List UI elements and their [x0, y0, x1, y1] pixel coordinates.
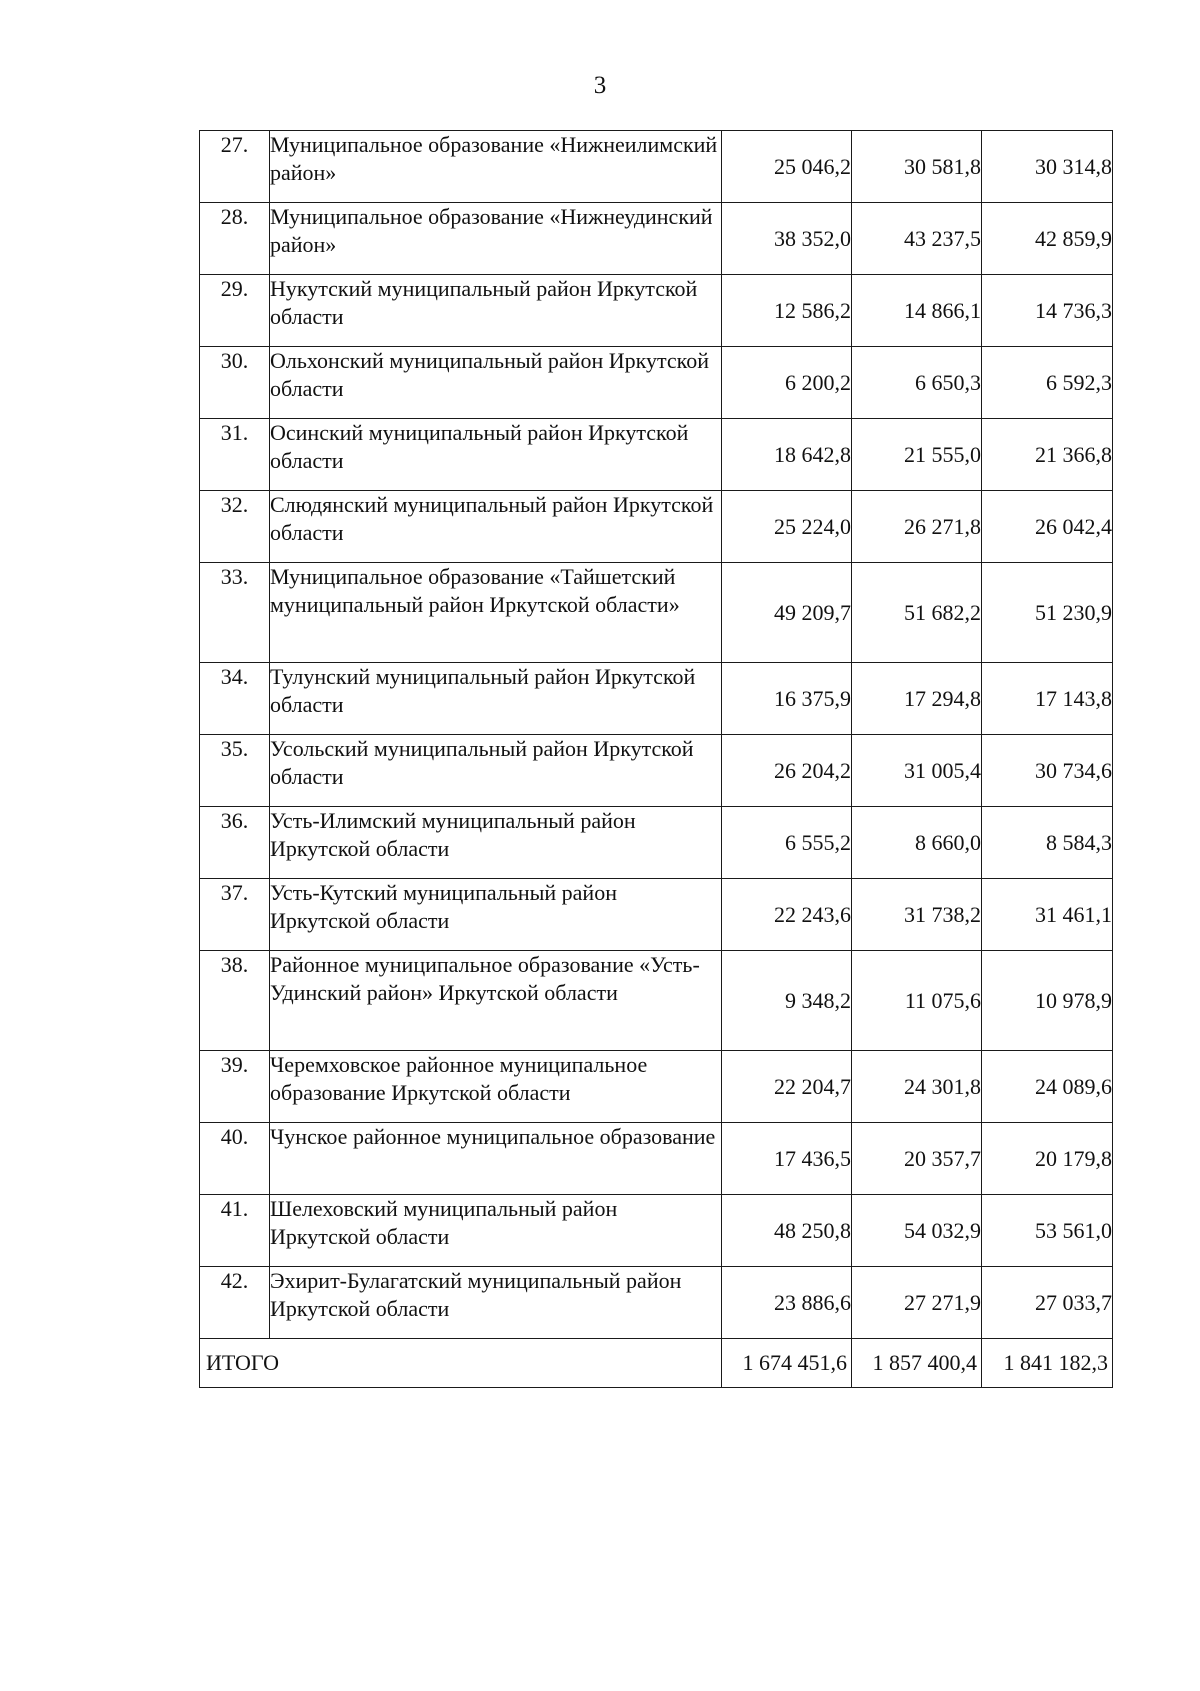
value-col-1: 12 586,2: [722, 275, 852, 347]
value-col-2: 8 660,0: [852, 807, 982, 879]
value-col-1: 26 204,2: [722, 735, 852, 807]
value-col-2: 27 271,9: [852, 1267, 982, 1339]
value-col-2: 17 294,8: [852, 663, 982, 735]
value-col-1: 25 046,2: [722, 131, 852, 203]
value-col-2: 43 237,5: [852, 203, 982, 275]
row-number: 37.: [200, 879, 270, 951]
municipality-name: Слюдянский муниципальный район Иркутской области: [270, 491, 722, 563]
value-col-2: 51 682,2: [852, 563, 982, 663]
row-number: 35.: [200, 735, 270, 807]
value-col-2: 6 650,3: [852, 347, 982, 419]
value-col-3: 30 314,8: [982, 131, 1113, 203]
municipality-name: Муниципальное образование «Тайшетский муниципальный район Иркутской области»: [270, 563, 722, 663]
table-row: [200, 1123, 1113, 1195]
municipality-name: Муниципальное образование «Нижнеилимский район»: [270, 131, 722, 203]
row-number: 32.: [200, 491, 270, 563]
value-col-3: 31 461,1: [982, 879, 1113, 951]
row-number: 33.: [200, 563, 270, 663]
table-row: [200, 347, 1113, 419]
table-row: [200, 735, 1113, 807]
value-col-1: 17 436,5: [722, 1123, 852, 1195]
value-col-3: 8 584,3: [982, 807, 1113, 879]
municipality-name: Шелеховский муниципальный район Иркутской области: [270, 1195, 722, 1267]
row-number: 29.: [200, 275, 270, 347]
value-col-3: 27 033,7: [982, 1267, 1113, 1339]
value-col-2: 21 555,0: [852, 419, 982, 491]
table-row: [200, 275, 1113, 347]
value-col-3: 42 859,9: [982, 203, 1113, 275]
value-col-3: 51 230,9: [982, 563, 1113, 663]
value-col-2: 24 301,8: [852, 1051, 982, 1123]
table-row: [200, 419, 1113, 491]
total-value-1: 1 674 451,6: [722, 1339, 852, 1388]
municipality-name: Осинский муниципальный район Иркутской области: [270, 419, 722, 491]
table-row: [200, 807, 1113, 879]
value-col-1: 22 243,6: [722, 879, 852, 951]
table-row: [200, 491, 1113, 563]
municipality-name: Усольский муниципальный район Иркутской области: [270, 735, 722, 807]
table-row: [200, 203, 1113, 275]
value-col-3: 6 592,3: [982, 347, 1113, 419]
total-label: ИТОГО: [200, 1339, 722, 1388]
value-col-3: 20 179,8: [982, 1123, 1113, 1195]
municipality-name: Районное муниципальное образование «Усть-Удинский район» Иркутской области: [270, 951, 722, 1051]
total-row: [200, 1339, 1113, 1388]
value-col-3: 17 143,8: [982, 663, 1113, 735]
value-col-3: 53 561,0: [982, 1195, 1113, 1267]
value-col-1: 6 200,2: [722, 347, 852, 419]
municipality-name: Нукутский муниципальный район Иркутской области: [270, 275, 722, 347]
row-number: 38.: [200, 951, 270, 1051]
value-col-2: 20 357,7: [852, 1123, 982, 1195]
table-row: [200, 1267, 1113, 1339]
value-col-3: 26 042,4: [982, 491, 1113, 563]
table-row: [200, 563, 1113, 663]
row-number: 36.: [200, 807, 270, 879]
budget-table: [199, 130, 1113, 1388]
value-col-2: 26 271,8: [852, 491, 982, 563]
total-value-3: 1 841 182,3: [982, 1339, 1113, 1388]
value-col-3: 14 736,3: [982, 275, 1113, 347]
municipality-name: Усть-Илимский муниципальный район Иркутской области: [270, 807, 722, 879]
value-col-1: 16 375,9: [722, 663, 852, 735]
value-col-1: 18 642,8: [722, 419, 852, 491]
municipality-name: Усть-Кутский муниципальный район Иркутской области: [270, 879, 722, 951]
row-number: 40.: [200, 1123, 270, 1195]
value-col-1: 25 224,0: [722, 491, 852, 563]
value-col-3: 30 734,6: [982, 735, 1113, 807]
value-col-2: 14 866,1: [852, 275, 982, 347]
value-col-1: 38 352,0: [722, 203, 852, 275]
municipality-name: Чунское районное муниципальное образование: [270, 1123, 722, 1195]
table-row: [200, 1195, 1113, 1267]
value-col-1: 22 204,7: [722, 1051, 852, 1123]
municipality-name: Эхирит-Булагатский муниципальный район Иркутской области: [270, 1267, 722, 1339]
value-col-1: 9 348,2: [722, 951, 852, 1051]
table-row: [200, 663, 1113, 735]
table-row: [200, 1051, 1113, 1123]
value-col-1: 6 555,2: [722, 807, 852, 879]
value-col-2: 31 738,2: [852, 879, 982, 951]
value-col-3: 21 366,8: [982, 419, 1113, 491]
row-number: 28.: [200, 203, 270, 275]
value-col-2: 54 032,9: [852, 1195, 982, 1267]
municipality-name: Черемховское районное муниципальное образование Иркутской области: [270, 1051, 722, 1123]
value-col-1: 49 209,7: [722, 563, 852, 663]
page-number: 3: [593, 72, 607, 99]
row-number: 39.: [200, 1051, 270, 1123]
value-col-1: 48 250,8: [722, 1195, 852, 1267]
row-number: 34.: [200, 663, 270, 735]
value-col-1: 23 886,6: [722, 1267, 852, 1339]
table-body: [200, 131, 1113, 1388]
municipality-name: Тулунский муниципальный район Иркутской области: [270, 663, 722, 735]
total-value-2: 1 857 400,4: [852, 1339, 982, 1388]
municipality-name: Муниципальное образование «Нижнеудинский район»: [270, 203, 722, 275]
municipality-name: Ольхонский муниципальный район Иркутской области: [270, 347, 722, 419]
value-col-3: 10 978,9: [982, 951, 1113, 1051]
row-number: 41.: [200, 1195, 270, 1267]
value-col-2: 30 581,8: [852, 131, 982, 203]
table-row: [200, 131, 1113, 203]
value-col-2: 11 075,6: [852, 951, 982, 1051]
row-number: 27.: [200, 131, 270, 203]
row-number: 42.: [200, 1267, 270, 1339]
value-col-3: 24 089,6: [982, 1051, 1113, 1123]
table-row: [200, 951, 1113, 1051]
value-col-2: 31 005,4: [852, 735, 982, 807]
row-number: 30.: [200, 347, 270, 419]
table-row: [200, 879, 1113, 951]
row-number: 31.: [200, 419, 270, 491]
